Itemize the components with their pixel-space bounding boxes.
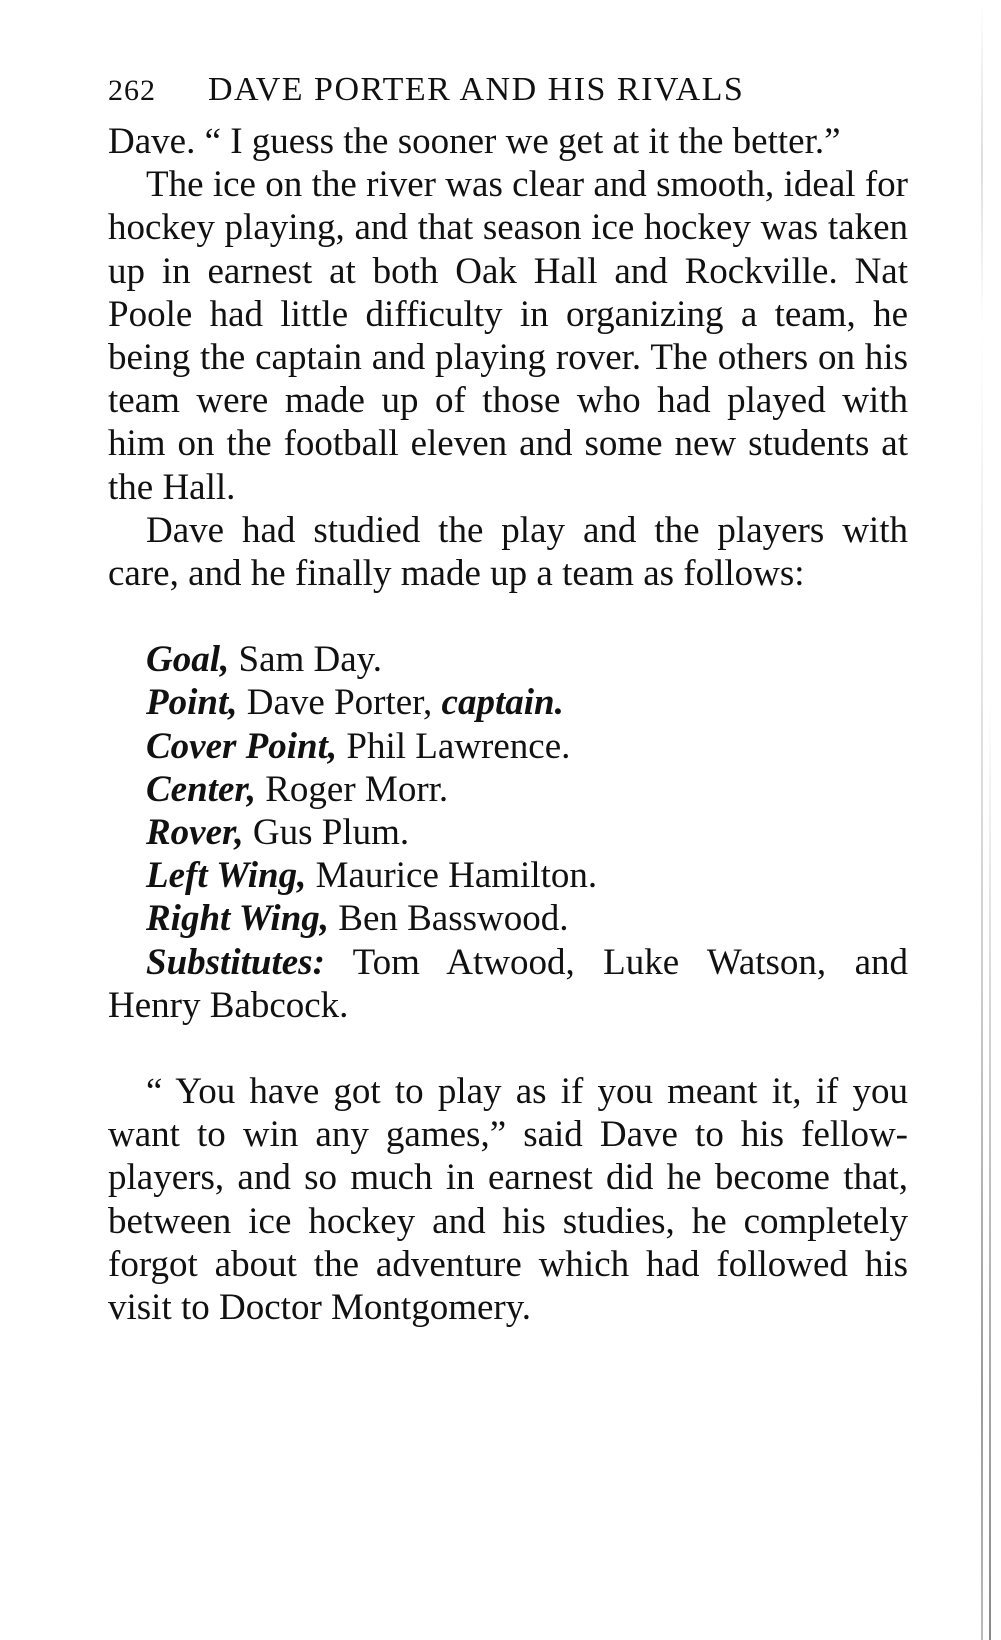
running-head [108,60,908,120]
book-page [108,60,908,1329]
roster-line-left-wing [108,854,908,897]
roster-player: Sam Day. [229,639,383,681]
roster-line-point [108,681,908,724]
page-edge-shadow [989,700,991,1640]
roster-player: Tom Atwood, Luke Watson, and Henry Babcock. [108,941,908,1026]
roster-player: Maurice Hamilton. [306,855,598,897]
page-edge [981,0,983,1640]
roster-line-rover [108,811,908,854]
roster-line-right-wing [108,897,908,940]
roster-position: Substitutes: [146,941,325,983]
roster-player: Phil Lawrence. [337,725,571,767]
roster-line-center [108,768,908,811]
roster-player: Dave Porter, [237,682,442,724]
book-title: DAVE PORTER AND HIS RIVALS [208,71,745,108]
paragraph-4: “ You have got to play as if you meant it, if you want to win any games,” said Dave to his fellow-players, and so much in earnest did he become that, between ice hockey and his studies, he completely forgot about the adventure which had followed his visit to Doctor Montgomery. [108,1071,908,1329]
roster-captain-note: captain. [441,682,564,724]
roster-position: Rover, [146,812,244,854]
roster-line-goal [108,638,908,681]
roster-position: Center, [146,768,256,810]
paragraph-3: Dave had studied the play and the players with care, and he finally made up a team as follows: [108,509,908,595]
paragraph-2: The ice on the river was clear and smooth, ideal for hockey playing, and that season ice hockey was taken up in earnest at both Oak Hall and Rockville. Nat Poole had little difficulty in organizing a team, he being the captain and playing rover. The others on his team were made up of those who had played with him on the football eleven and some new students at the Hall. [108,164,908,508]
roster-position: Right Wing, [146,898,330,940]
roster-line-cover-point [108,725,908,768]
roster-position: Cover Point, [146,725,338,767]
roster-player: Ben Basswood. [329,898,569,940]
roster-player: Roger Morr. [256,768,449,810]
roster-player: Gus Plum. [243,812,410,854]
page-number: 262 [108,74,156,107]
paragraph-1: Dave. “ I guess the sooner we get at it the better.” [108,121,841,162]
roster-position: Goal, [146,639,230,681]
roster-line-substitutes [108,941,908,1027]
team-roster [108,638,908,1027]
roster-position: Point, [146,682,238,724]
roster-position: Left Wing, [146,855,307,897]
